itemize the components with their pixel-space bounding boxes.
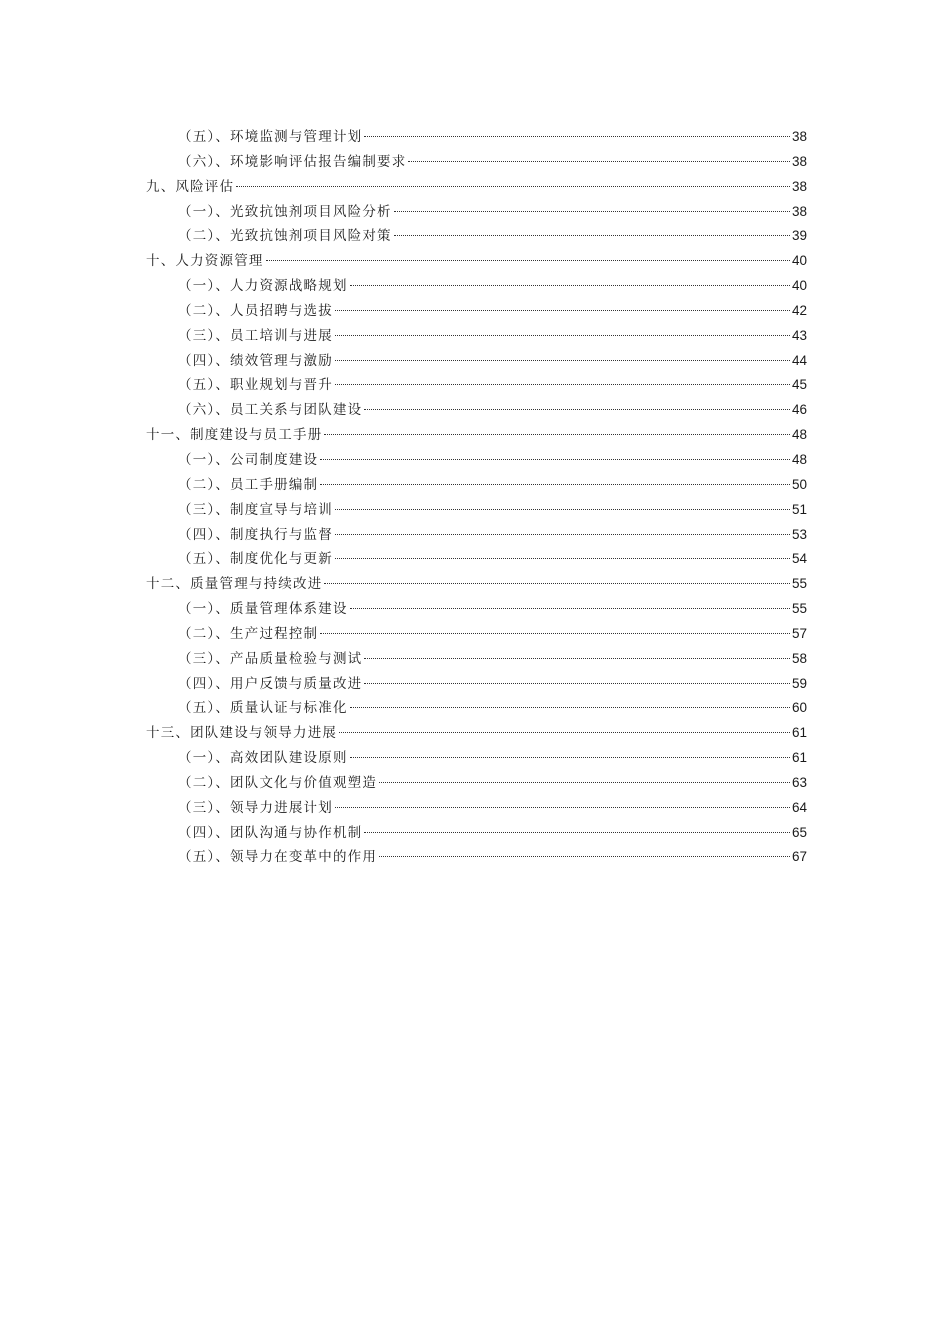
toc-entry-title: （五）、质量认证与标准化 — [178, 700, 348, 717]
toc-page-number: 67 — [791, 849, 807, 865]
toc-entry-title: （三）、员工培训与进展 — [178, 327, 333, 344]
dot-leader — [364, 409, 790, 410]
dot-leader — [324, 434, 790, 435]
toc-page-number: 39 — [791, 228, 807, 244]
table-of-contents — [146, 125, 807, 870]
toc-entry-title: （一）、质量管理体系建设 — [178, 601, 348, 618]
toc-entry-title: （五）、环境监测与管理计划 — [178, 129, 363, 145]
toc-entry-title: （四）、绩效管理与激励 — [178, 352, 333, 369]
toc-section-entry[interactable] — [146, 448, 807, 473]
toc-page-number: 44 — [791, 352, 807, 368]
dot-leader — [394, 211, 790, 212]
toc-entry-title: （一）、人力资源战略规划 — [178, 278, 348, 295]
toc-entry-title: 十一、制度建设与员工手册 — [146, 427, 323, 444]
toc-page-number: 59 — [791, 675, 807, 691]
toc-page-number: 46 — [791, 402, 807, 418]
toc-section-entry[interactable] — [146, 373, 807, 398]
dot-leader — [320, 484, 790, 485]
toc-chapter-entry[interactable] — [146, 721, 807, 746]
toc-entry-title: （三）、领导力进展计划 — [178, 799, 333, 816]
toc-entry-title: （二）、生产过程控制 — [178, 625, 319, 642]
toc-section-entry[interactable] — [146, 547, 807, 572]
toc-section-entry[interactable] — [146, 821, 807, 846]
toc-page-number: 65 — [791, 824, 807, 840]
toc-section-entry[interactable] — [146, 746, 807, 771]
toc-page-number: 40 — [791, 278, 807, 294]
toc-section-entry[interactable] — [146, 498, 807, 523]
toc-entry-title: （六）、员工关系与团队建设 — [178, 402, 363, 419]
toc-page-number: 55 — [791, 601, 807, 617]
dot-leader — [335, 509, 790, 510]
toc-page-number: 50 — [791, 476, 807, 492]
toc-page-number: 38 — [791, 153, 807, 169]
toc-section-entry[interactable] — [146, 150, 807, 175]
dot-leader — [364, 683, 790, 684]
dot-leader — [335, 384, 790, 385]
toc-entry-title: （三）、制度宣导与培训 — [178, 501, 333, 518]
toc-page-number: 54 — [791, 551, 807, 567]
dot-leader — [364, 658, 790, 659]
dot-leader — [379, 782, 790, 783]
toc-page-number: 61 — [791, 750, 807, 766]
toc-section-entry[interactable] — [146, 200, 807, 225]
toc-page-number: 60 — [791, 700, 807, 716]
dot-leader — [350, 707, 790, 708]
toc-entry-title: （五）、制度优化与更新 — [178, 551, 333, 568]
toc-section-entry[interactable] — [146, 597, 807, 622]
dot-leader — [408, 161, 790, 162]
toc-section-entry[interactable] — [146, 647, 807, 672]
dot-leader — [394, 235, 790, 236]
toc-page-number: 58 — [791, 650, 807, 666]
toc-section-entry[interactable] — [146, 224, 807, 249]
toc-entry-title: 九、风险评估 — [146, 178, 235, 195]
toc-entry-title: （四）、制度执行与监督 — [178, 526, 333, 543]
toc-entry-title: （一）、公司制度建设 — [178, 451, 319, 468]
toc-entry-title: 十、人力资源管理 — [146, 253, 264, 270]
toc-page-number: 51 — [791, 501, 807, 517]
dot-leader — [350, 285, 790, 286]
dot-leader — [335, 807, 790, 808]
toc-page-number: 40 — [791, 253, 807, 269]
toc-entry-title: （二）、员工手册编制 — [178, 476, 319, 493]
dot-leader — [266, 260, 790, 261]
toc-section-entry[interactable] — [146, 845, 807, 870]
toc-chapter-entry[interactable] — [146, 175, 807, 200]
toc-entry-title: （二）、人员招聘与选拔 — [178, 302, 333, 319]
toc-entry-title: 十三、团队建设与领导力进展 — [146, 725, 338, 742]
toc-section-entry[interactable] — [146, 672, 807, 697]
toc-entry-title: （四）、用户反馈与质量改进 — [178, 675, 363, 692]
toc-entry-title: （二）、团队文化与价值观塑造 — [178, 774, 378, 791]
toc-page-number: 55 — [791, 576, 807, 592]
dot-leader — [335, 335, 790, 336]
toc-section-entry[interactable] — [146, 125, 807, 150]
toc-page-number: 38 — [791, 178, 807, 194]
toc-entry-title: （二）、光致抗蚀剂项目风险对策 — [178, 228, 392, 245]
toc-section-entry[interactable] — [146, 274, 807, 299]
dot-leader — [236, 186, 790, 187]
dot-leader — [379, 856, 790, 857]
dot-leader — [320, 633, 790, 634]
toc-page-number: 48 — [791, 427, 807, 443]
toc-page-number: 61 — [791, 725, 807, 741]
toc-page-number: 53 — [791, 526, 807, 542]
toc-section-entry[interactable] — [146, 523, 807, 548]
toc-page-number: 57 — [791, 625, 807, 641]
toc-chapter-entry[interactable] — [146, 249, 807, 274]
dot-leader — [339, 732, 790, 733]
toc-section-entry[interactable] — [146, 771, 807, 796]
toc-page-number: 42 — [791, 302, 807, 318]
toc-entry-title: （六）、环境影响评估报告编制要求 — [178, 153, 407, 170]
toc-page-number: 63 — [791, 774, 807, 790]
toc-chapter-entry[interactable] — [146, 423, 807, 448]
toc-section-entry[interactable] — [146, 299, 807, 324]
toc-page-number: 43 — [791, 327, 807, 343]
dot-leader — [335, 360, 790, 361]
toc-page-number: 38 — [791, 129, 807, 144]
toc-section-entry[interactable] — [146, 324, 807, 349]
dot-leader — [364, 832, 790, 833]
toc-section-entry[interactable] — [146, 473, 807, 498]
toc-entry-title: （五）、领导力在变革中的作用 — [178, 849, 378, 866]
dot-leader — [350, 757, 790, 758]
toc-section-entry[interactable] — [146, 349, 807, 374]
toc-page-number: 45 — [791, 377, 807, 393]
toc-section-entry[interactable] — [146, 622, 807, 647]
dot-leader — [320, 459, 790, 460]
toc-page-number: 64 — [791, 799, 807, 815]
toc-section-entry[interactable] — [146, 696, 807, 721]
dot-leader — [335, 558, 790, 559]
toc-entry-title: （一）、光致抗蚀剂项目风险分析 — [178, 203, 392, 220]
toc-section-entry[interactable] — [146, 796, 807, 821]
dot-leader — [324, 583, 790, 584]
dot-leader — [364, 136, 790, 137]
toc-section-entry[interactable] — [146, 398, 807, 423]
toc-entry-title: （三）、产品质量检验与测试 — [178, 650, 363, 667]
dot-leader — [350, 608, 790, 609]
toc-entry-title: （一）、高效团队建设原则 — [178, 750, 348, 767]
toc-entry-title: （五）、职业规划与晋升 — [178, 377, 333, 394]
toc-chapter-entry[interactable] — [146, 572, 807, 597]
toc-page-number: 38 — [791, 203, 807, 219]
dot-leader — [335, 310, 790, 311]
dot-leader — [335, 534, 790, 535]
toc-page-number: 48 — [791, 451, 807, 467]
toc-entry-title: 十二、质量管理与持续改进 — [146, 576, 323, 593]
toc-entry-title: （四）、团队沟通与协作机制 — [178, 824, 363, 841]
